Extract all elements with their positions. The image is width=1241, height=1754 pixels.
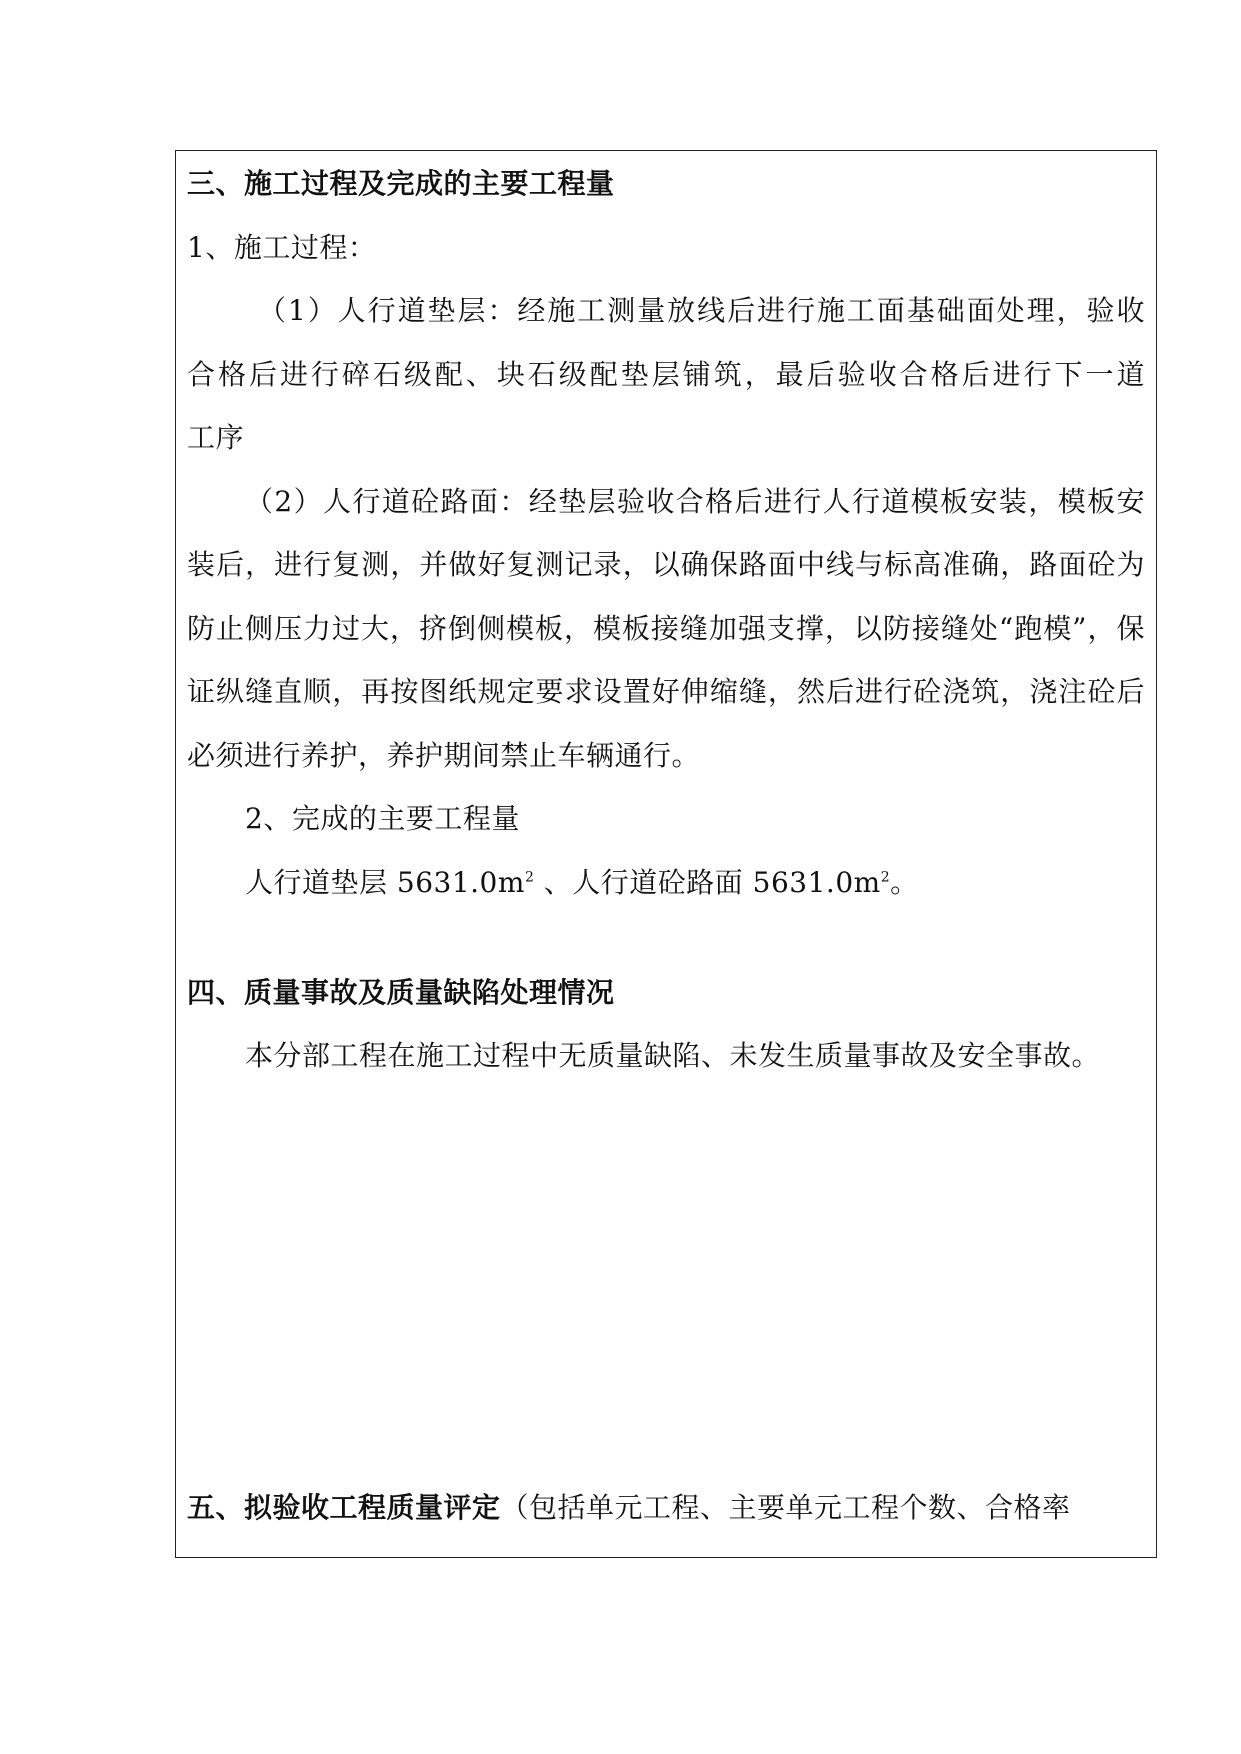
para2-line3: 防止侧压力过大，挤倒侧模板，模板接缝加强支撑，以防接缝处“跑模”，保 — [187, 612, 1145, 645]
section5-heading-note: （包括单元工程、主要单元工程个数、合格率 — [500, 1491, 1071, 1524]
unit-superscript: 2 — [880, 869, 891, 886]
quantities-line — [245, 865, 919, 901]
quantities-end-mark: 。 — [890, 866, 919, 899]
para1-line2: 合格后进行碎石级配、块石级配垫层铺筑，最后验收合格后进行下一道 — [187, 358, 1145, 391]
para2-line1: （2）人行道砼路面：经垫层验收合格后进行人行道模板安装，模板安 — [245, 485, 1145, 518]
section3-subheading-quantities: 2、完成的主要工程量 — [245, 802, 520, 835]
section4-heading: 四、质量事故及质量缺陷处理情况 — [187, 976, 615, 1009]
para2-line2: 装后，进行复测，并做好复测记录，以确保路面中线与标高准确，路面砼为 — [187, 548, 1145, 581]
quantity-cushion: 人行道垫层 5631.0m — [245, 866, 525, 899]
para1-line1: （1）人行道垫层：经施工测量放线后进行施工面基础面处理，验收 — [258, 294, 1145, 327]
unit-superscript: 2 — [524, 869, 535, 886]
section3-subheading-process: 1、施工过程： — [187, 231, 377, 264]
section5-heading — [187, 1490, 1071, 1526]
section5-heading-title: 五、拟验收工程质量评定 — [187, 1491, 501, 1524]
para2-line4: 证纵缝直顺，再按图纸规定要求设置好伸缩缝，然后进行砼浇筑，浇注砼后 — [187, 675, 1145, 708]
section4-body: 本分部工程在施工过程中无质量缺陷、未发生质量事故及安全事故。 — [245, 1039, 1101, 1072]
quantity-pavement: 、人行道砼路面 5631.0m — [534, 866, 881, 899]
para1-line3: 工序 — [187, 421, 245, 454]
section3-heading: 三、施工过程及完成的主要工程量 — [187, 167, 615, 200]
para2-line5: 必须进行养护，养护期间禁止车辆通行。 — [187, 739, 701, 772]
